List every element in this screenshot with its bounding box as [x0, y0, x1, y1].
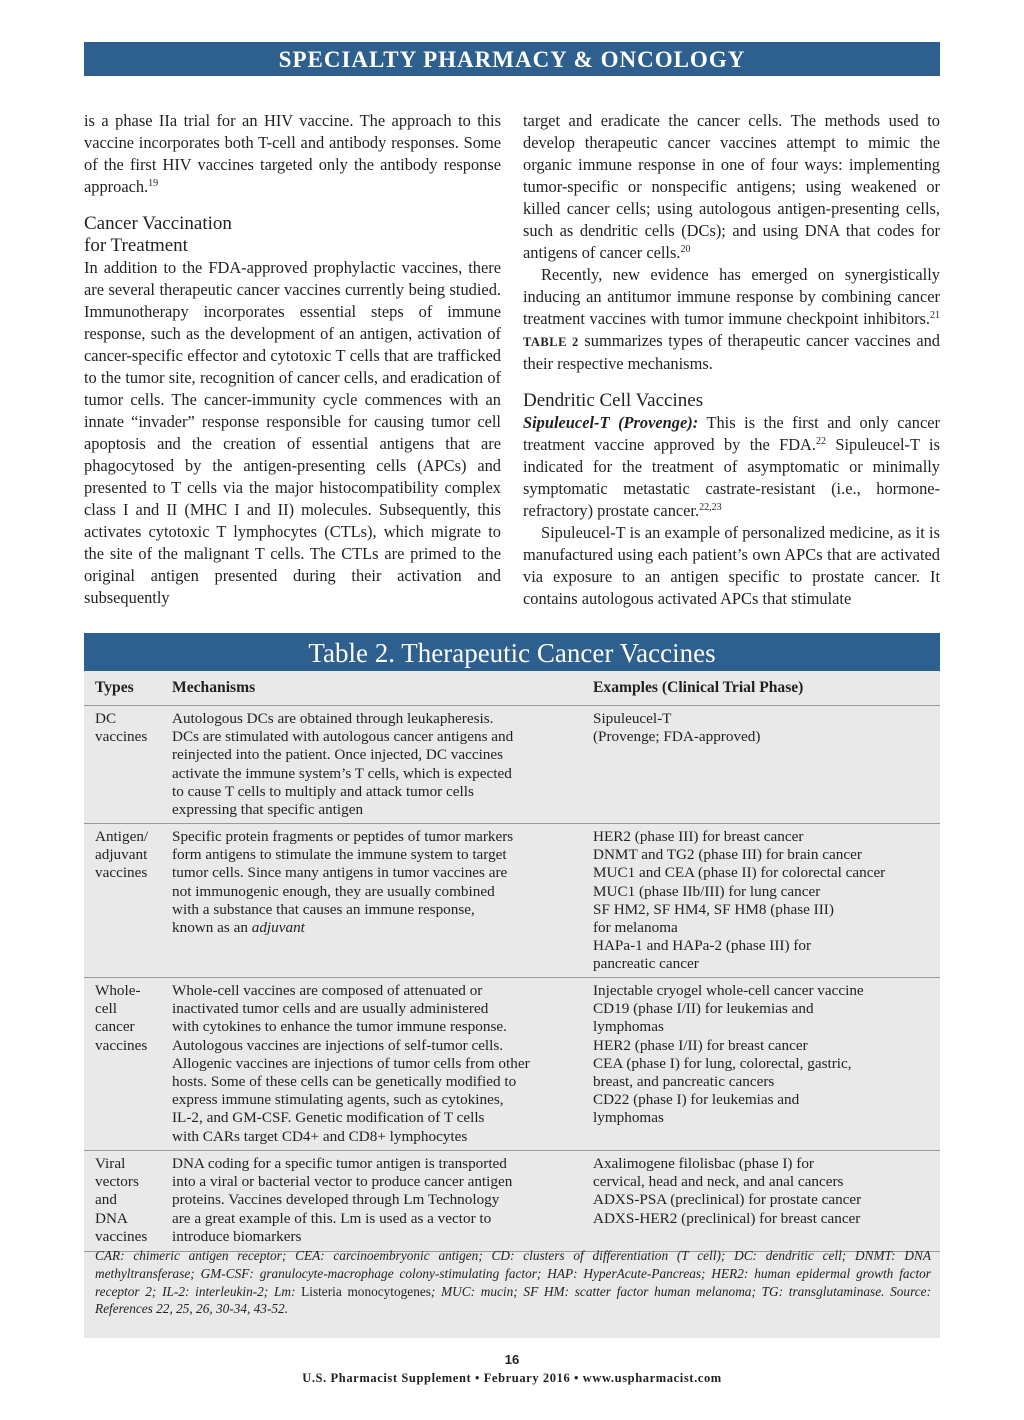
cell-examples: Axalimogene filolisbac (phase I) for cervical, head and neck, and anal cancers ADXS-PSA (preclinical) for prostate cancer ADXS-HER2 (preclinical) for breast cancer [593, 1155, 862, 1227]
page-number: 16 [504, 1352, 520, 1367]
body-paragraph: target and eradicate the cancer cells. The methods used to develop therapeutic cancer vaccines attempt to mimic the organic immune response in one of four ways: implementing tumor-specific or nonspecific antigens; using weakened or killed cancer cells; using autologous antigen-presenting cells, such as dendritic cells (DCs); and using DNA that codes for antigens of cancer cells.$^{20}$ [523, 111, 940, 262]
table-reference: TABLE 2 [523, 335, 579, 349]
table-row [84, 1151, 940, 1252]
section-heading-dendritic: Dendritic Cell Vaccines [523, 390, 704, 411]
cell-mechanism: Whole-cell vaccines are composed of attenuated or inactivated tumor cells and are usually administered with cytokines to enhance the tumor immune response. Autologous vaccines are injections of self-tumor cells. Allogenic vaccines are injections of tumor cells from other hosts. Some of these cells can be genetically modified to express immune stimulating agents, such as cytokines, IL-2, and GM-CSF. Genetic modification of T cells with CARs target CD4+ and CD8+ lymphocytes [172, 982, 530, 1145]
cell-mechanism: Specific protein fragments or peptides of tumor markers form antigens to stimulate the immune system to target tumor cells. Since many antigens in tumor vaccines are not immunogenic enough, they are usually combined with a substance that causes an immune response, known as an adjuvant [172, 828, 514, 937]
cell-mechanism: Autologous DCs are obtained through leukapheresis. DCs are stimulated with autologous cancer antigens and reinjected into the patient. Once injected, DC vaccines activate the immune system’s T cells, which is expected to cause T cells to multiply and attack tumor cells expressing that specific antigen [172, 710, 514, 819]
cell-examples: Injectable cryogel whole-cell cancer vaccine CD19 (phase I/II) for leukemias and lymphomas HER2 (phase I/II) for breast cancer CEA (phase I) for lung, colorectal, gastric, breast, and pancreatic cancers CD22 (phase I) for leukemias and lymphomas [593, 982, 864, 1127]
section-banner: SPECIALTY PHARMACY & ONCOLOGY [84, 42, 940, 76]
left-column [84, 110, 501, 609]
vaccines-table [84, 633, 940, 1338]
body-paragraph: Sipuleucel-T (Provenge): This is the first and only cancer treatment vaccine approved by the FDA.$^{22}$ Sipuleucel-T is indicated for the treatment of asymptomatic or minimally symptomatic metastatic castrate-resistant (i.e., hormone-refractory) prostate cancer.$^{22,23}$ [523, 413, 940, 520]
cell-examples: HER2 (phase III) for breast cancer DNMT and TG2 (phase III) for brain cancer MUC1 and CEA (phase II) for colorectal cancer MUC1 (phase IIb/III) for lung cancer SF HM2, SF HM4, SF HM8 (phase III) for melanoma HAPa-1 and HAPa-2 (phase III) for pancreatic cancer [593, 828, 886, 973]
section-heading-cancer-vaccination: Cancer Vaccination for Treatment [84, 213, 232, 256]
header-examples: Examples (Clinical Trial Phase) [593, 679, 804, 696]
table-row [84, 706, 940, 824]
cell-mechanism: DNA coding for a specific tumor antigen is transported into a viral or bacterial vector to produce cancer antigen proteins. Vaccines developed through Lm Technology are a great example of this. Lm is used as a vector to introduce biomarkers [172, 1155, 513, 1245]
cell-type: Viral vectors and DNA vaccines [95, 1155, 148, 1245]
drug-name: Sipuleucel-T (Provenge): [523, 413, 699, 432]
table-footnote: CAR: chimeric antigen receptor; CEA: carcinoembryonic antigen; CD: clusters of differentiation (T cell); DC: dendritic cell; DNMT: DNA methyltransferase; GM-CSF: granulocyte-macrophage colony-stimulating factor; HAP: HyperAcute-Pancreas; HER2: human epidermal growth factor receptor 2; IL-2: interleukin-2; Lm: Listeria monocytogenes; MUC: mucin; SF HM: scatter factor human melanoma; TG: transglutaminase. Source: References 22, 25, 26, 30-34, 43-52. [95, 1248, 931, 1317]
intro-paragraph: is a phase IIa trial for an HIV vaccine. The approach to this vaccine incorporates both T-cell and antibody responses. Some of the first HIV vaccines targeted only the antibody response approach.$^{19}$ [84, 111, 501, 196]
table-row [84, 824, 940, 978]
cell-type: Antigen/ adjuvant vaccines [95, 828, 149, 882]
right-column [523, 110, 940, 610]
body-paragraph: In addition to the FDA-approved prophylactic vaccines, there are several therapeutic cancer vaccines currently being studied. Immunotherapy incorporates essential steps of immune response, such as the development of an antigen, activation of cancer-specific effector and cytotoxic T cells that are trafficked to the tumor site, recognition of cancer cells, and eradication of tumor cells. The cancer-immunity cycle commences with an innate “invader” response responsible for causing tumor cell apoptosis and the creation of essential antigens that are phagocytosed by the antigen-presenting cells (APCs) and presented to T cells via the major histocompatibility complex class I and II (MHC I and II) molecules. Subsequently, this activates cytotoxic T lymphocytes (CTLs), which migrate to the site of the malignant T cells. The CTLs are primed to the original antigen presented during their activation and subsequently [84, 258, 501, 607]
table-title: Table 2. Therapeutic Cancer Vaccines [84, 633, 940, 671]
body-paragraph: Sipuleucel-T is an example of personalized medicine, as it is manufactured using each patient’s own APCs that are activated via exposure to an antigen specific to prostate cancer. It contains autologous activated APCs that stimulate [523, 523, 940, 608]
table-row [84, 978, 940, 1151]
header-mechanisms: Mechanisms [172, 679, 256, 696]
header-types: Types [95, 679, 134, 696]
page-footer: U.S. Pharmacist Supplement • February 2016 • www.uspharmacist.com [302, 1371, 722, 1385]
cell-type: DC vaccines [95, 710, 148, 746]
table-header-row [84, 671, 940, 706]
cell-type: Whole- cell cancer vaccines [95, 982, 148, 1054]
cell-examples: Sipuleucel-T (Provenge; FDA-approved) [593, 710, 761, 746]
body-paragraph: Recently, new evidence has emerged on synergistically inducing an antitumor immune response by combining cancer treatment vaccines with tumor immune checkpoint inhibitors.$^{21}$ TABLE 2 summarizes types of therapeutic cancer vaccines and their respective mechanisms. [523, 265, 940, 373]
